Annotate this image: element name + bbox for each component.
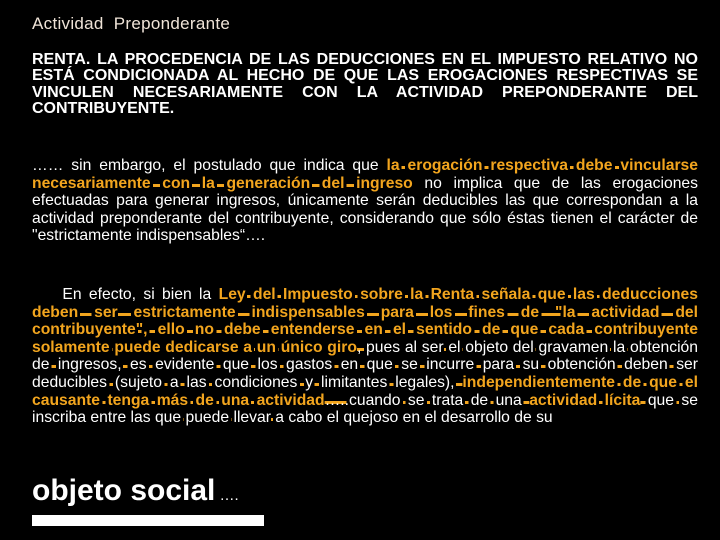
p2-text-a: En efecto, si bien la bbox=[62, 286, 219, 303]
p2-text-e: …..cuando se trata de una bbox=[324, 391, 530, 409]
p2-text-g: que se inscriba entre las que puede llevar a cabo el quejoso en el desarrollo de su bbox=[32, 391, 698, 427]
p2-highlight-law: Ley del Impuesto sobre la Renta señala que las deducciones deben ser estrictamente indispensables para los fines de "la actividad del contribuyente", ello no debe entenderse en el sentido de que cada contribuyente solamente puede dedicarse a un único giro bbox=[32, 286, 698, 356]
p1-text-a: …… sin embargo, el postulado que indica que bbox=[32, 157, 387, 174]
decorative-bar bbox=[32, 515, 264, 526]
p2-highlight-independent: independientemente de que el causante tenga más de una actividad bbox=[32, 373, 698, 409]
slide-title: Actividad Preponderante bbox=[32, 14, 231, 33]
closing-phrase bbox=[32, 474, 239, 508]
p2-text-c: , pues al ser el objeto del gravamen la obtención de ingresos, es evidente que los gastos en que se incurre para su obtención deben ser deducibles (sujeto a las condiciones y limitantes legales), bbox=[32, 338, 699, 391]
p1-highlight: la erogación respectiva debe vincularse necesariamente con la generación del ingreso bbox=[32, 157, 698, 192]
thesis-heading: RENTA. LA PROCEDENCIA DE LAS DEDUCCIONES EN EL IMPUESTO RELATIVO NO ESTÁ CONDICIONADA AL HECHO DE QUE LAS EROGACIONES RESPECTIVAS SE VINCULEN NECESARIAMENTE CON LA ACTIVIDAD PREPONDERANTE DEL CONTRIBUYENTE. bbox=[32, 51, 698, 117]
p1-text-c: no implica que de las erogaciones efectuadas para generar ingresos, únicamente serán deducibles las que correspondan a la actividad preponderante del contribuyente, considerando que sólo éstas tienen el carácter de "estrictamente indispensables“…. bbox=[32, 174, 698, 245]
closing-text: objeto social bbox=[32, 474, 216, 507]
paragraph-2 bbox=[32, 286, 698, 427]
closing-dots: …. bbox=[215, 487, 239, 504]
paragraph-1 bbox=[32, 157, 698, 245]
p2-highlight-licit: actividad lícita bbox=[529, 391, 641, 409]
